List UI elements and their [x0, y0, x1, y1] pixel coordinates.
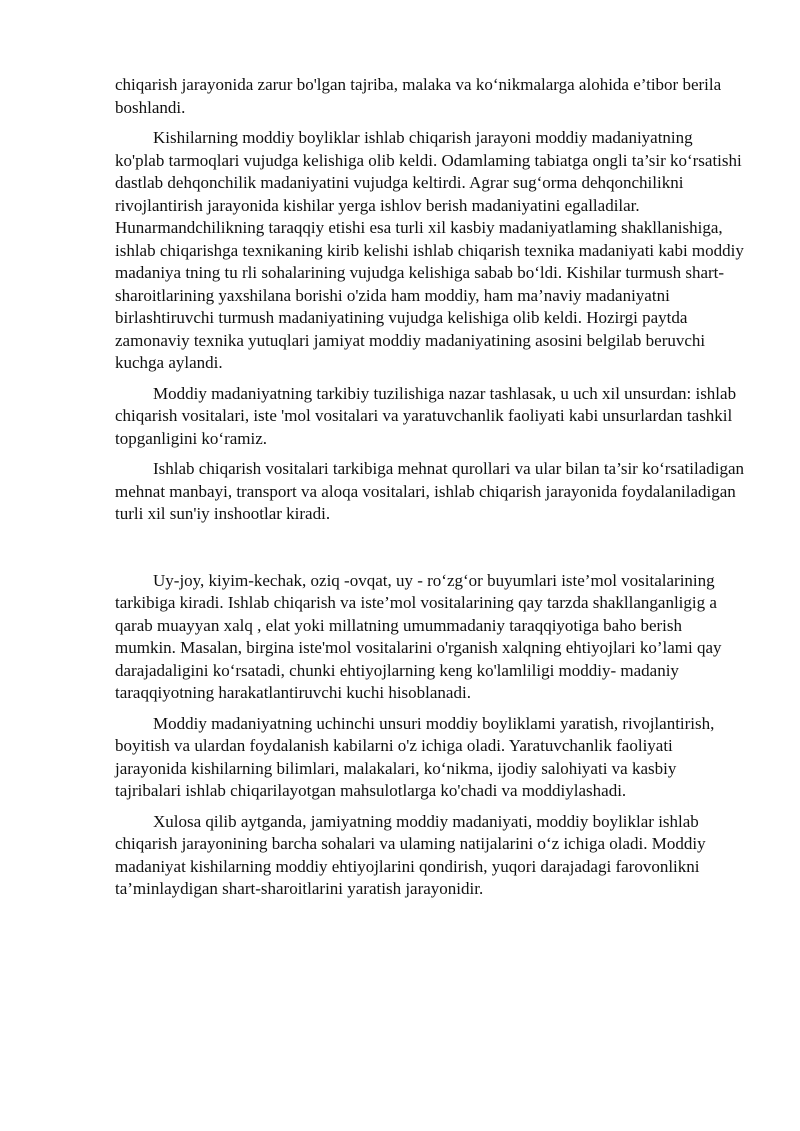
paragraph-production-means: Ishlab chiqarish vositalari tarkibiga mehnat qurollari va ular bilan ta’sir ko‘rsatiladigan mehnat manbayi, transport va aloqa vositalari, ishlab chiqarish jarayonida foydalaniladigan turli xil sun'iy inshootlar kiradi. — [115, 459, 745, 523]
paragraph-consumption-means: Uy-joy, kiyim-kechak, oziq -ovqat, uy - ro‘zg‘or buyumlari iste’mol vositalarining tarkibiga kiradi. Ishlab chiqarish va iste’mol vositalarining qay tarzda shakllanganligig a qarab muayyan xalq , elat yoki millatning umummadaniy taraqqiyotiga baho berish mumkin. Masalan, birgina iste'mol vositalarini o'rganish xalqning ehtiyojlari ko’lami qay darajadaligini ko‘rsatadi, chunki ehtiyojlarning keng ko'lamliligi moddiy- madaniy taraqqiyotning harakatlantiruvchi kuchi hisoblanadi. — [115, 570, 722, 702]
paragraph-conclusion: Xulosa qilib aytganda, jamiyatning moddiy madaniyati, moddiy boyliklar ishlab chiqarish jarayonining barcha sohalari va ulaming natijalarini o‘z ichiga oladi. Moddiy madaniyat kishilarning moddiy ehtiyojlarini qondirish, yuqori darajadagi farovonlikni ta’minlaydigan shart-sharoitlarini yaratish jarayonidir. — [115, 811, 706, 898]
paragraph-structure: Moddiy madaniyatning tarkibiy tuzilishiga nazar tashlasak, u uch xil unsurdan: ishlab chiqarish vositalari, iste 'mol vositalari va yaratuvchanlik faoliyati kabi unsurlardan tashkil topganligini ko‘ramiz. — [115, 383, 737, 448]
paragraph-continuation: chiqarish jarayonida zarur bo'lgan tajriba, malaka va ko‘nikmalarga alohida e’tibor berila boshlandi. — [115, 75, 722, 117]
document-body — [115, 74, 745, 909]
paragraph-creative-activity: Moddiy madaniyatning uchinchi unsuri moddiy boyliklami yaratish, rivojlantirish, boyitish va ulardan foydalanish kabilarni o'z ichiga oladi. Yaratuvchanlik faoliyati jarayonida kishilarning bilimlari, malakalari, ko‘nikma, ijodiy salohiyati va kasbiy tajribalari ishlab chiqarilayotgan mahsulotlarga ko'chadi va moddiylashadi. — [115, 713, 715, 800]
paragraph-material-culture-branches: Kishilarning moddiy boyliklar ishlab chiqarish jarayoni moddiy madaniyatning ko'plab tarmoqlari vujudga kelishiga olib keldi. Odamlaming tabiatga ongli ta’sir ko‘rsatishi dastlab dehqonchilik madaniyatini vujudga keltirdi. Agrar sug‘orma dehqonchilikni rivojlantirish jarayonida kishilar yerga ishlov berish madaniyatini egalladilar. Hunarmandchilikning taraqqiy etishi esa turli xil kasbiy madaniyatlaming shakllanishiga, ishlab chiqarishga texnikaning kirib kelishi ishlab chiqarish texnika madaniyati kabi moddiy madaniya tning tu rli sohalarining vujudga kelishiga sabab bo‘ldi. Kishilar turmush shart-sharoitlarining yaxshilana borishi o'zida ham moddiy, ham ma’naviy madaniyatni birlashtiruvchi turmush madaniyatining vujudga kelishiga olib keldi. Hozirgi paytda zamonaviy texnika yutuqlari jamiyat moddiy madaniyatining asosini belgilab beruvchi kuchga aylandi. — [115, 128, 744, 372]
